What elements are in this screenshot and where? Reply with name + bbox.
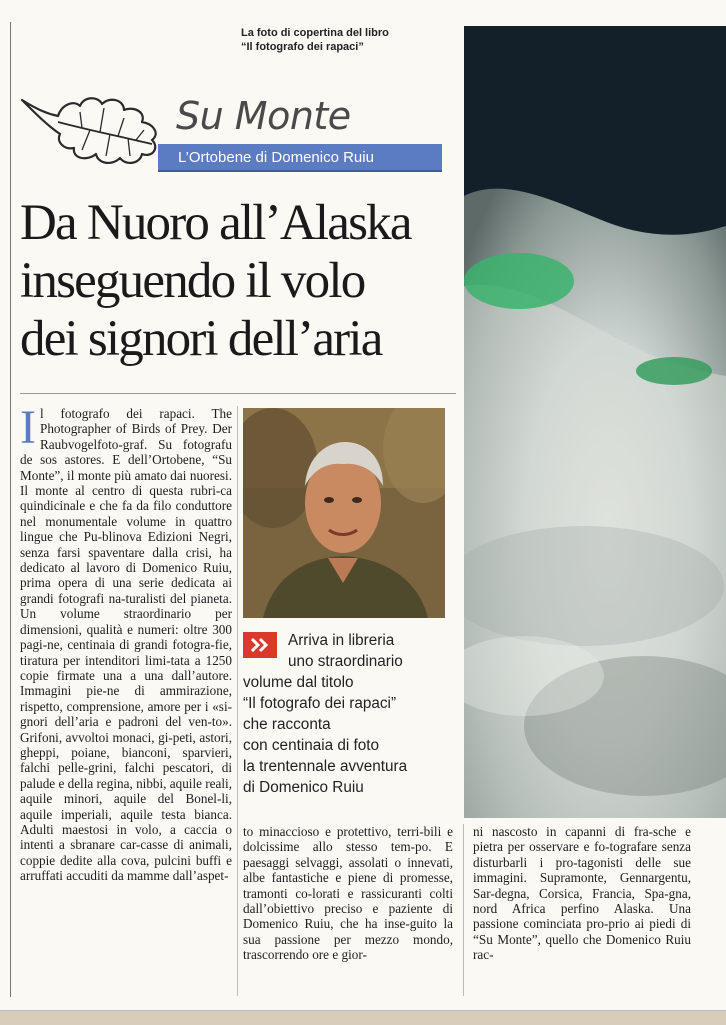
- headline-divider: [20, 393, 456, 394]
- body-column-1: [20, 401, 233, 884]
- quote-line: Arriva in libreria: [288, 632, 395, 649]
- quote-line: di Domenico Ruiu: [243, 779, 364, 796]
- quote-line: “Il fotografo dei rapaci”: [243, 695, 397, 712]
- caption-line-1: La foto di copertina del libro: [241, 27, 389, 39]
- headline-line-3: dei signori dell’aria: [20, 311, 382, 367]
- article-headline: [20, 194, 460, 368]
- body-column-2: [243, 824, 453, 963]
- quote-line: con centinaia di foto: [243, 737, 380, 754]
- cover-photo-bird: [464, 26, 726, 818]
- column-divider-1: [237, 406, 238, 996]
- oak-leaf-icon: [18, 92, 168, 170]
- double-chevron-right-icon: [243, 632, 277, 658]
- drop-cap: I: [20, 401, 36, 454]
- photo-caption: [241, 26, 456, 54]
- quote-line: che racconta: [243, 716, 331, 733]
- body-column-1-text: l fotografo dei rapaci. The Photographer of Birds of Prey. Der Raubvogelfoto-graf. Su fotografu de sos astores. E dell’Ortobene, “Su Monte”, il monte più amato dai nuoresi. Il monte al centro di questa rubri-ca quindicinale e che fa da filo conduttore nel monumentale volume in quattro lingue che Pu-blinova Edizioni Negri, senza farsi spaventare dalla crisi, ha dedicato al lavoro di Domenico Ruiu, prima opera di una serie dedicata ai grandi fotografi na-turalisti del pianeta. Un volume straordinario per dimensioni, qualità e numeri: oltre 300 pagi-ne, centinaia di grandi fotogra-fie, tiratura per intenditori limi-tata a 1250 copie firmate una a una dall’autore. Immagini pie-ne di ammirazione, rispetto, comprensione, amore per i «si-gnori dell’aria e padroni del ven-to». Grifoni, avvoltoi monaci, gi-peti, astori, gheppi, poiane, bianconi, sparvieri, falchi pelle-grini, falchi pescatori, di palude e della regina, nibbi, aquile reali, aquile minori, aquile del Bonel-li, aquile imperiali, aquile testa bianca. Adulti maestosi in volo, a caccia o intenti a sbranare car-casse di animali, coppie dedite alla cova, pulcini buffi e arruffati accuditi da mamme dall’aspet-: [20, 406, 233, 884]
- headline-line-2: inseguendo il volo: [20, 253, 365, 309]
- headline-line-1: Da Nuoro all’Alaska: [20, 195, 411, 251]
- rubric-title: Su Monte: [176, 94, 351, 138]
- column-divider-2: [463, 824, 464, 996]
- body-column-2-text: to minaccioso e protettivo, terri-bili e dolcissime allo stesso tem-po. E paesaggi selvaggi, assolati o innevati, albe fantastiche e piene di promesse, tramonti co-lorati e rassicuranti colti dall’obiettivo preciso e paziente di Domenico Ruiu, che ha inse-guito la sua passione per mezzo mondo, trascorrendo ore e gior-: [243, 824, 453, 963]
- quote-line: la trentennale avventura: [243, 758, 408, 775]
- rubric-subtitle: L’Ortobene di Domenico Ruiu: [158, 144, 442, 172]
- body-column-3-text: ni nascosto in capanni di fra-sche e pietra per osservare e fo-tografare senza disturbarli i pro-tagonisti delle sue immagini. Supramonte, Gennargentu, Sar-degna, Corsica, Francia, Spa-gna, nord Africa perfino Alaska. Una passione cominciata pro-prio ai piedi di “Su Monte”, quello che Domenico Ruiu rac-: [473, 824, 691, 963]
- left-margin-rule: [10, 22, 11, 997]
- quote-line: uno straordinario: [288, 653, 403, 670]
- portrait-graphic: [243, 408, 445, 618]
- bird-photo-graphic: [464, 26, 726, 818]
- section-rubric: [18, 88, 448, 180]
- quote-line: volume dal titolo: [243, 674, 354, 691]
- page-bottom-strip: [0, 1010, 726, 1025]
- pull-quote: [243, 630, 458, 798]
- portrait-photo-domenico-ruiu: [243, 408, 445, 618]
- body-column-3: [473, 824, 691, 963]
- caption-line-2: “Il fotografo dei rapaci”: [241, 41, 364, 53]
